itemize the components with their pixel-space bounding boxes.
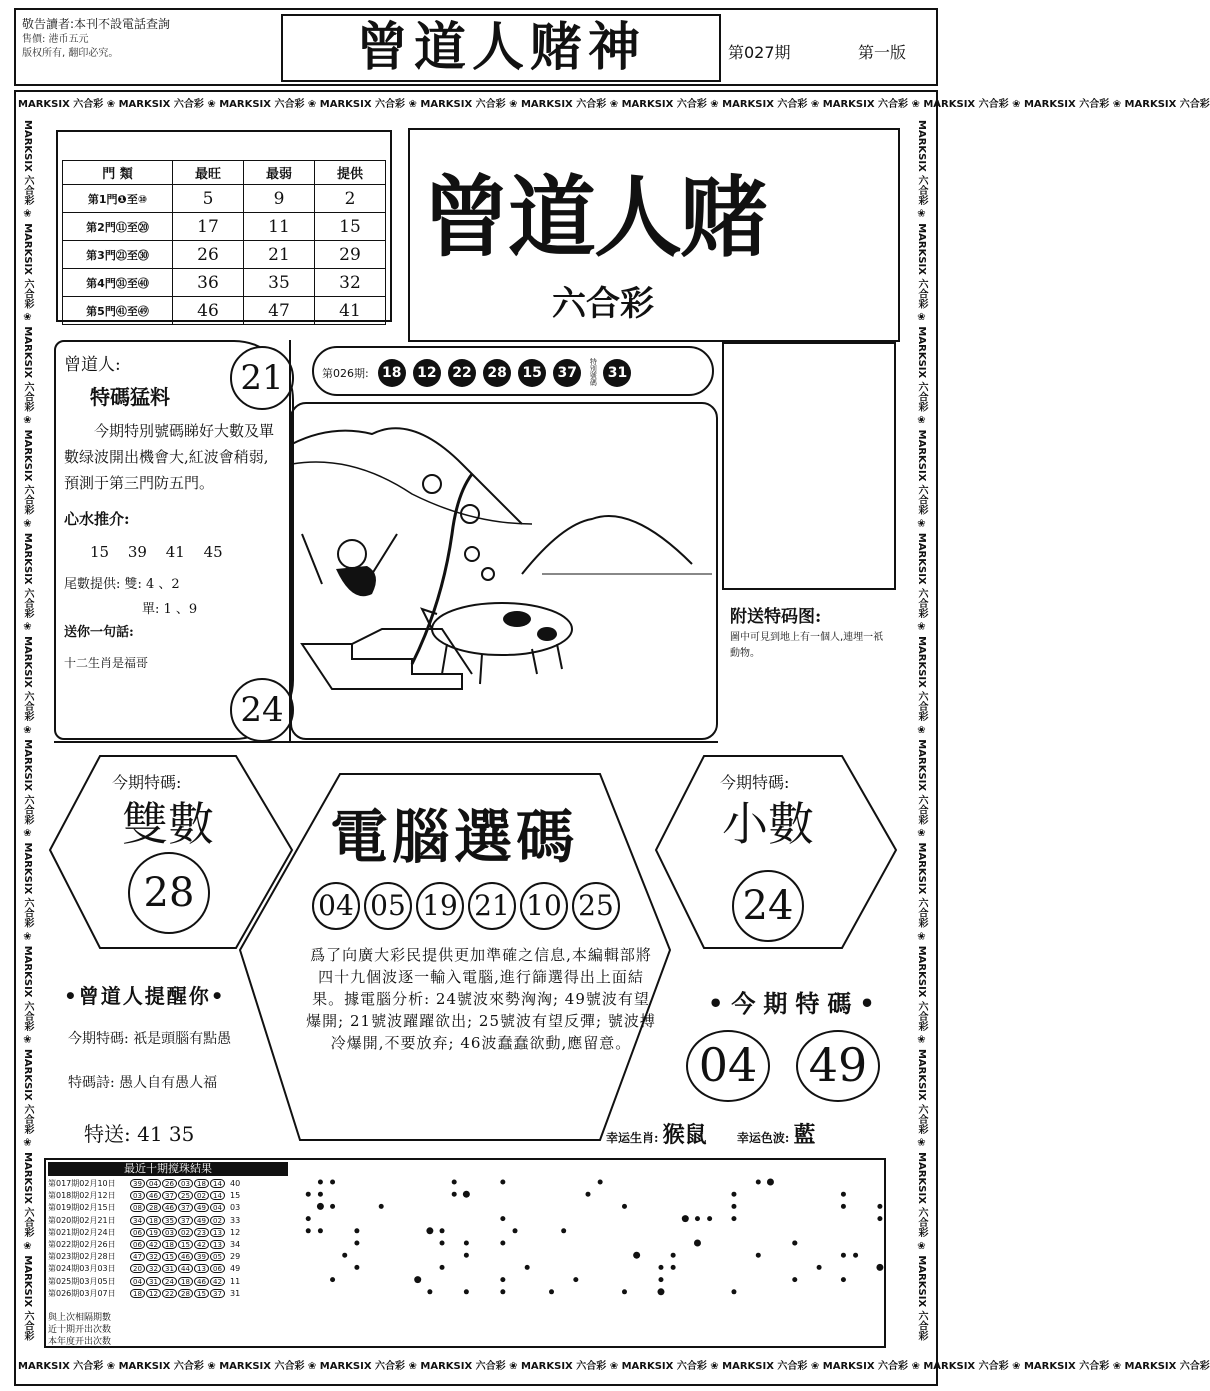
row-label: 第017期02月10日 (48, 1179, 116, 1188)
computer-ball: 21 (468, 882, 516, 930)
marksix-band-right: MARKSIX 六合彩 ❀ MARKSIX 六合彩 ❀ MARKSIX 六合彩 ❀ MARKSIX 六合彩 ❀ MARKSIX 六合彩 ❀ MARKSIX 六合彩 ❀ MARKSIX 六合彩 ❀ MARKSIX 六合彩 ❀ MARKSIX 六合彩 ❀ MARKSIX 六合彩 ❀ MARKSIX 六合彩 ❀ MARKSIX 六合彩 (916, 120, 927, 1341)
table-row (48, 1239, 240, 1250)
saying-text: 十二生肖是福哥 (64, 656, 149, 670)
door-min: 47 (244, 297, 315, 325)
draw-dot (841, 1253, 846, 1258)
row-special: 34 (230, 1240, 241, 1249)
row-number: 34 (130, 1216, 145, 1225)
draw-dot (330, 1204, 335, 1209)
draw-dot (330, 1277, 335, 1282)
draw-dot (841, 1204, 846, 1209)
row-number: 46 (162, 1203, 177, 1212)
row-number: 13 (210, 1228, 225, 1237)
draw-dot (427, 1289, 432, 1294)
computer-pick-title: 電腦選碼 (330, 803, 579, 871)
draw-dot (671, 1265, 676, 1270)
row-number: 04 (146, 1179, 161, 1188)
row-number: 31 (162, 1264, 177, 1273)
tip-circle-bottom: 24 (230, 678, 294, 742)
row-number: 18 (194, 1179, 209, 1188)
draw-dot (622, 1204, 627, 1209)
draw-dot (549, 1289, 554, 1294)
draw-dot (452, 1180, 457, 1185)
row-number: 13 (194, 1264, 209, 1273)
computer-ball: 25 (572, 882, 620, 930)
row-number: 46 (178, 1252, 193, 1261)
draw-dot (318, 1228, 323, 1233)
table-row (48, 1251, 240, 1262)
draw-dot (658, 1265, 663, 1270)
row-special: 12 (230, 1227, 241, 1237)
tail-single: 單: 1 、9 (142, 602, 198, 617)
picture-note-title: 附送特码图: (730, 607, 822, 627)
draw-dot (513, 1228, 518, 1233)
reminder-title: •曾道人提醒你• (64, 984, 226, 1008)
computer-ball: 19 (416, 882, 464, 930)
row-number: 02 (178, 1228, 193, 1237)
row-number: 03 (130, 1191, 145, 1200)
door-give: 2 (315, 185, 386, 213)
hex-right-label: 今期特碼: (720, 773, 790, 792)
saying-label: 送你一句話: (64, 625, 134, 640)
table-row (48, 1276, 240, 1287)
draw-dot (318, 1192, 323, 1197)
result-ball: 28 (483, 359, 511, 387)
copyright-line: 版权所有, 翻印必究。 (22, 48, 119, 59)
logo-text: 曾道人赌 (422, 166, 767, 269)
row-number: 37 (178, 1203, 193, 1212)
lucky-zodiac: 猴鼠 (662, 1122, 707, 1148)
row-number: 06 (130, 1228, 145, 1237)
door-max: 46 (173, 297, 244, 325)
draw-dot (500, 1241, 505, 1246)
table-row (48, 1288, 240, 1299)
result-ball: 12 (413, 359, 441, 387)
footer-row: 本年度开出次数 (48, 1337, 112, 1347)
draw-dot (573, 1277, 578, 1282)
row-number: 26 (162, 1179, 177, 1188)
dot-chart (290, 1162, 886, 1302)
draw-dot (841, 1277, 846, 1282)
row-number: 42 (194, 1240, 209, 1249)
price-line: 售價: 港币五元 (22, 34, 89, 45)
row-number: 42 (146, 1240, 161, 1249)
row-number: 06 (210, 1264, 225, 1273)
row-special: 29 (230, 1252, 241, 1262)
result-ball: 15 (518, 359, 546, 387)
hex-left-number: 28 (128, 852, 210, 934)
lucky-color: 藍 (793, 1122, 816, 1148)
row-special: 31 (230, 1288, 241, 1298)
row-number: 18 (162, 1240, 177, 1249)
door-name: 第4門㉛至㊵ (63, 269, 173, 297)
draw-dot (452, 1192, 457, 1197)
picture-note-text: 圖中可見到地上有一個人,連埋一祇動物。 (730, 632, 884, 659)
door-min: 9 (244, 185, 315, 213)
row-number: 35 (162, 1216, 177, 1225)
footer-row: 與上次相隔期數 (48, 1313, 112, 1323)
door-name: 第1門❶至⑩ (63, 185, 173, 213)
door-name: 第3門㉑至㉚ (63, 241, 173, 269)
draw-dot (877, 1204, 882, 1209)
computer-ball: 10 (520, 882, 568, 930)
row-number: 37 (162, 1191, 177, 1200)
row-label: 第018期02月12日 (48, 1191, 116, 1201)
row-number: 03 (162, 1228, 177, 1237)
row-special: 15 (230, 1191, 241, 1201)
draw-dot (561, 1228, 566, 1233)
draw-dot (379, 1204, 384, 1209)
row-number: 19 (146, 1228, 161, 1237)
special-title: •今期特碼• (708, 989, 883, 1018)
door-give: 32 (315, 269, 386, 297)
row-label: 第026期03月07日 (48, 1288, 116, 1298)
table-row (48, 1263, 240, 1274)
row-number: 49 (194, 1216, 209, 1225)
door-max: 17 (173, 213, 244, 241)
row-number: 47 (130, 1252, 145, 1261)
draw-dot (682, 1215, 689, 1222)
row-number: 24 (162, 1277, 177, 1286)
row-number: 14 (210, 1191, 225, 1200)
reminder-poem: 特碼詩: 愚人自有愚人福 (68, 1075, 218, 1091)
draw-dot (318, 1180, 323, 1185)
result-ball: 37 (553, 359, 581, 387)
row-number: 23 (194, 1228, 209, 1237)
row-number: 03 (178, 1179, 193, 1188)
draw-dot (354, 1241, 359, 1246)
draw-dot (500, 1216, 505, 1221)
last-result-label: 第026期: (322, 367, 369, 380)
row-number: 18 (178, 1277, 193, 1286)
draw-dot (694, 1240, 701, 1247)
row-label: 第024期03月03日 (48, 1264, 116, 1274)
draw-dot (792, 1277, 797, 1282)
row-label: 第021期02月24日 (48, 1227, 116, 1237)
row-number: 25 (178, 1191, 193, 1200)
computer-analysis: 爲了向廣大彩民提供更加準確之信息,本編輯部將四十九個波逐一輸入電腦,進行篩選得出上面結果。據電腦分析: 24號波來勢洶洶; 49號波有望爆開; 21號波躍躍欲出; 25號波有望反彈; 號波搏冷爆開,不要放弃; 46波蠢蠢欲動,應留意。 (306, 946, 656, 1052)
door-max: 36 (173, 269, 244, 297)
draw-dot (500, 1277, 505, 1282)
draw-dot (317, 1203, 324, 1210)
draw-dot (330, 1180, 335, 1185)
draw-dot (525, 1265, 530, 1270)
draw-dot (877, 1216, 882, 1221)
row-special: 49 (230, 1264, 241, 1274)
edition-label: 第一版 (858, 43, 907, 62)
row-number: 31 (146, 1277, 161, 1286)
draw-dot (767, 1179, 774, 1186)
row-number: 22 (162, 1289, 177, 1298)
lucky-color-label: 幸运色波: (736, 1131, 790, 1145)
draw-dot (426, 1227, 433, 1234)
row-special: 40 (230, 1179, 241, 1188)
row-number: 04 (130, 1277, 145, 1286)
recommend-numbers: 15 39 41 45 (90, 543, 223, 561)
row-number: 42 (210, 1277, 225, 1286)
draw-dot (622, 1289, 627, 1294)
draw-dot (792, 1241, 797, 1246)
tip-heading: 特碼猛料 (90, 385, 170, 409)
row-label: 第025期03月05日 (48, 1276, 116, 1286)
draw-dot (306, 1216, 311, 1221)
draw-dot (306, 1228, 311, 1233)
row-number: 08 (130, 1203, 145, 1212)
computer-ball: 05 (364, 882, 412, 930)
row-number: 46 (146, 1191, 161, 1200)
grid-title: 最近十期搅珠結果 (48, 1162, 288, 1176)
draw-dot (342, 1253, 347, 1258)
draw-dot (306, 1192, 311, 1197)
draw-dot (731, 1216, 736, 1221)
lucky-line (606, 1118, 841, 1149)
row-number: 02 (210, 1216, 225, 1225)
draw-dot (853, 1253, 858, 1258)
draw-dot (657, 1288, 664, 1295)
draw-dot (731, 1204, 736, 1209)
door-max: 5 (173, 185, 244, 213)
draw-dot (500, 1180, 505, 1185)
draw-dot (440, 1241, 445, 1246)
row-number: 39 (130, 1179, 145, 1188)
row-number: 49 (194, 1203, 209, 1212)
marksix-band-bottom: MARKSIX 六合彩 ❀ MARKSIX 六合彩 ❀ MARKSIX 六合彩 ❀ MARKSIX 六合彩 ❀ MARKSIX 六合彩 ❀ MARKSIX 六合彩 ❀ MARKSIX 六合彩 ❀ MARKSIX 六合彩 ❀ MARKSIX 六合彩 ❀ MARKSIX 六合彩 ❀ MARKSIX 六合彩 ❀ MARKSIX 六合彩 (18, 1361, 1210, 1372)
row-number: 44 (178, 1264, 193, 1273)
door-give: 15 (315, 213, 386, 241)
draw-dot (598, 1180, 603, 1185)
computer-ball: 04 (312, 882, 360, 930)
table-row (48, 1190, 240, 1201)
special-balls (686, 1030, 906, 1102)
row-number: 15 (178, 1240, 193, 1249)
col-door: 門 類 (63, 161, 173, 185)
draw-dot (464, 1253, 469, 1258)
hex-right-main: 小數 (722, 797, 814, 851)
hex-right-number: 24 (732, 870, 804, 942)
row-number: 06 (130, 1240, 145, 1249)
col-give: 提供 (315, 161, 386, 185)
row-number: 02 (194, 1191, 209, 1200)
logo-subtitle: 六合彩 (552, 284, 654, 324)
draw-dot (500, 1289, 505, 1294)
door-name: 第2門⑪至⑳ (63, 213, 173, 241)
tip-circle-top: 21 (230, 346, 294, 410)
tip-paragraph: 今期特別號碼睇好大數及單數绿波開出機會大,紅波會稍弱,預測于第三門防五門。 (64, 422, 275, 492)
draw-dot (756, 1253, 761, 1258)
row-special: 33 (230, 1215, 241, 1225)
computer-pick-balls (312, 882, 642, 930)
draw-dot (707, 1216, 712, 1221)
draw-dot (440, 1228, 445, 1233)
row-number: 04 (210, 1203, 225, 1212)
issue-number: 第027期 (728, 43, 791, 62)
draw-dot (463, 1191, 470, 1198)
draw-dot (354, 1228, 359, 1233)
row-number: 37 (178, 1216, 193, 1225)
lucky-zodiac-label: 幸运生肖: (606, 1131, 659, 1145)
row-label: 第019期02月15日 (48, 1203, 116, 1213)
special-ball: 04 (686, 1030, 770, 1102)
row-number: 28 (146, 1203, 161, 1212)
special-ball: 31 (603, 359, 631, 387)
draw-dot (671, 1253, 676, 1258)
draw-dot (658, 1277, 663, 1282)
door-min: 35 (244, 269, 315, 297)
door-max: 26 (173, 241, 244, 269)
draw-dot (414, 1276, 421, 1283)
draw-dot (464, 1241, 469, 1246)
draw-dot (695, 1216, 700, 1221)
recommend-label: 心水推介: (64, 510, 130, 528)
hex-left-label: 今期特碼: (112, 773, 182, 792)
draw-dot (817, 1265, 822, 1270)
special-label: 特別號碼 (589, 358, 598, 386)
draw-dot (633, 1252, 640, 1259)
door-min: 21 (244, 241, 315, 269)
door-min: 11 (244, 213, 315, 241)
hex-left-main: 雙數 (122, 797, 214, 851)
table-row (48, 1178, 240, 1189)
result-ball: 18 (378, 359, 406, 387)
row-label: 第023期02月28日 (48, 1252, 116, 1262)
draw-dot (876, 1264, 883, 1271)
row-number: 15 (194, 1289, 209, 1298)
draw-dot (731, 1289, 736, 1294)
row-number: 32 (146, 1252, 161, 1261)
tip-label: 曾道人: (64, 355, 121, 375)
marksix-band-left: MARKSIX 六合彩 ❀ MARKSIX 六合彩 ❀ MARKSIX 六合彩 ❀ MARKSIX 六合彩 ❀ MARKSIX 六合彩 ❀ MARKSIX 六合彩 ❀ MARKSIX 六合彩 ❀ MARKSIX 六合彩 ❀ MARKSIX 六合彩 ❀ MARKSIX 六合彩 ❀ MARKSIX 六合彩 ❀ MARKSIX 六合彩 (22, 120, 33, 1341)
draw-dot (731, 1192, 736, 1197)
tail-double: 尾數提供: 雙: 4 、2 (64, 577, 180, 592)
row-number: 18 (130, 1289, 145, 1298)
row-number: 15 (162, 1252, 177, 1261)
row-number: 05 (210, 1252, 225, 1261)
result-ball: 22 (448, 359, 476, 387)
row-number: 12 (146, 1289, 161, 1298)
marksix-band-top: MARKSIX 六合彩 ❀ MARKSIX 六合彩 ❀ MARKSIX 六合彩 ❀ MARKSIX 六合彩 ❀ MARKSIX 六合彩 ❀ MARKSIX 六合彩 ❀ MARKSIX 六合彩 ❀ MARKSIX 六合彩 ❀ MARKSIX 六合彩 ❀ MARKSIX 六合彩 ❀ MARKSIX 六合彩 ❀ MARKSIX 六合彩 (18, 99, 1210, 110)
table-row (48, 1215, 240, 1226)
door-name: 第5門㊶至㊾ (63, 297, 173, 325)
row-number: 37 (210, 1289, 225, 1298)
row-number: 13 (210, 1240, 225, 1249)
row-label: 第020期02月21日 (48, 1215, 116, 1225)
door-give: 41 (315, 297, 386, 325)
draw-dot (440, 1265, 445, 1270)
notice-line: 敬告讀者:本刊不設電話查詢 (22, 17, 171, 31)
page-title: 曾道人赌神 (281, 14, 721, 82)
reminder-gift: 特送: 41 35 (84, 1122, 195, 1146)
draw-dot (586, 1192, 591, 1197)
row-number: 28 (178, 1289, 193, 1298)
reminder-line: 今期特碼: 祇是頭腦有點愚 (68, 1031, 232, 1047)
door-give: 29 (315, 241, 386, 269)
row-number: 46 (194, 1277, 209, 1286)
row-label: 第022期02月26日 (48, 1240, 116, 1249)
draw-dot (841, 1192, 846, 1197)
row-number: 20 (130, 1264, 145, 1273)
draw-dot (756, 1180, 761, 1185)
table-row (48, 1202, 240, 1213)
row-number: 32 (146, 1264, 161, 1273)
row-special: 03 (230, 1203, 241, 1213)
row-special: 11 (230, 1276, 241, 1286)
col-max: 最旺 (173, 161, 244, 185)
row-number: 39 (194, 1252, 209, 1261)
footer-row: 近十期开出次数 (48, 1325, 112, 1335)
table-row (48, 1227, 240, 1238)
row-number: 14 (210, 1179, 225, 1188)
row-number: 18 (146, 1216, 161, 1225)
draw-dot (464, 1289, 469, 1294)
special-ball: 49 (796, 1030, 880, 1102)
draw-dot (354, 1265, 359, 1270)
col-min: 最弱 (244, 161, 315, 185)
history-grid (44, 1158, 886, 1348)
